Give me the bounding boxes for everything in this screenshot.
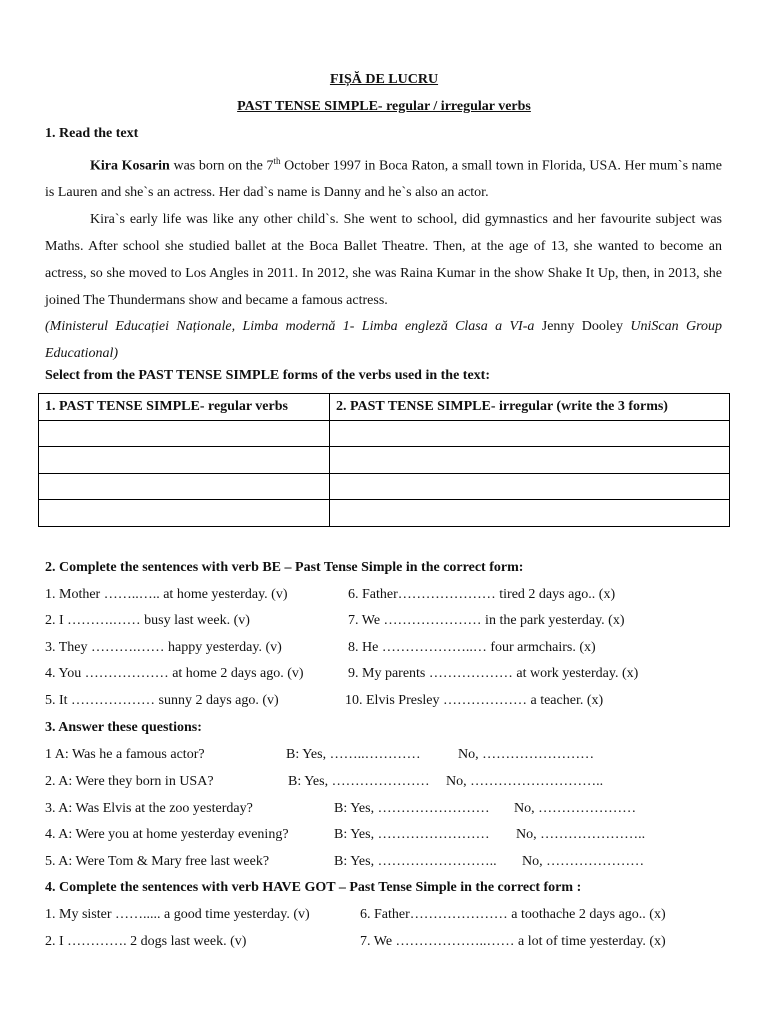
regular-verb-cell[interactable] [39,500,330,527]
header-regular-verbs: 1. PAST TENSE SIMPLE- regular verbs [39,394,330,421]
question: 2. A: Were they born in USA? [45,774,214,789]
have-got-sentence: 6. Father………………… a toothache 2 days ago.. (x) [360,907,666,922]
irregular-verb-cell[interactable] [330,447,730,474]
question: 4. A: Were you at home yesterday evening? [45,827,289,842]
be-sentence: 9. My parents ……………… at work yesterday. (x) [348,666,639,681]
table-instruction: Select from the PAST TENSE SIMPLE forms of the verbs used in the text: [45,368,490,383]
p1-part-a: was born on the 7 [169,158,274,174]
section2-heading: 2. Complete the sentences with verb BE – Past Tense Simple in the correct form: [45,560,524,575]
answer-no: No, …………………… [458,747,595,762]
irregular-verb-cell[interactable] [330,420,730,447]
regular-verb-cell[interactable] [39,447,330,474]
paragraph-1 [45,148,722,207]
section4-heading: 4. Complete the sentences with verb HAVE GOT – Past Tense Simple in the correct form : [45,880,582,895]
regular-verb-cell[interactable] [39,420,330,447]
answer-no: No, ………………….. [516,827,646,842]
be-sentence: 3. They ……….…… happy yesterday. (v) [45,640,282,655]
have-got-sentence: 1. My sister ……..... a good time yesterday. (v) [45,907,310,922]
source-part-c: UniScan Group Educational) [45,319,722,362]
reading-text [45,148,722,368]
question: 1 A: Was he a famous actor? [45,747,205,762]
regular-verb-cell[interactable] [39,473,330,500]
section1-heading: 1. Read the text [45,126,139,141]
answer-no: No, ……………………….. [446,774,604,789]
paragraph-2: Kira`s early life was like any other child`s. She went to school, did gymnastics and her favourite subject was Maths. After school she studied ballet at the Boca Ballet Theatre. Then, at the age of 13, she wanted to become an actress, so she moved to Los Angles in 2011. In 2012, she was Raina Kumar in the show Shake It Up, then, in 2013, she joined The Thundermans show and became a famous actress. [45,212,722,308]
be-sentence: 8. He ………………..… four armchairs. (x) [348,640,596,655]
name-kira: Kira Kosarin [90,158,170,174]
irregular-verb-cell[interactable] [330,500,730,527]
be-sentence: 7. We ………………… in the park yesterday. (x) [348,613,625,628]
worksheet-subtitle: PAST TENSE SIMPLE- regular / irregular verbs [237,99,531,114]
question: 3. A: Was Elvis at the zoo yesterday? [45,801,253,816]
be-sentence: 10. Elvis Presley ……………… a teacher. (x) [345,693,604,708]
be-sentence: 6. Father………………… tired 2 days ago.. (x) [348,587,616,602]
question: 5. A: Were Tom & Mary free last week? [45,854,270,869]
irregular-verb-cell[interactable] [330,473,730,500]
be-sentence: 2. I ……….…… busy last week. (v) [45,613,250,628]
p1-part-b: October 1997 in Boca Raton, a small town in Florida, USA. Her mum`s name is Lauren and she`s an actress. Her dad`s name is Danny and he`s also an actor. [45,158,722,201]
worksheet-title: FIȘĂ DE LUCRU [329,72,439,87]
answer-yes: B: Yes, …………………… [334,827,490,842]
answer-yes: B: Yes, …………………….. [334,854,497,869]
answer-yes: B: Yes, ………………… [288,774,430,789]
source-part-a: (Ministerul Educației Naționale, Limba modernă 1- Limba engleză Clasa a VI-a [45,319,542,335]
have-got-sentence: 7. We ………………..…… a lot of time yesterday. (x) [360,934,666,949]
be-sentence: 4. You ……………… at home 2 days ago. (v) [45,666,304,681]
ordinal-suffix: th [273,156,281,166]
be-sentence: 1. Mother ……..….. at home yesterday. (v) [45,587,288,602]
source-author: Jenny Dooley [541,319,631,335]
source-citation [45,314,722,368]
answer-yes: B: Yes, ……..………… [286,747,421,762]
have-got-sentence: 2. I …………. 2 dogs last week. (v) [45,934,247,949]
verbs-table [38,393,730,527]
section3-heading: 3. Answer these questions: [45,720,202,735]
answer-no: No, ………………… [514,801,637,816]
answer-yes: B: Yes, …………………… [334,801,490,816]
header-irregular-verbs: 2. PAST TENSE SIMPLE- irregular (write the 3 forms) [330,394,730,421]
answer-no: No, ………………… [522,854,645,869]
be-sentence: 5. It ……………… sunny 2 days ago. (v) [45,693,279,708]
